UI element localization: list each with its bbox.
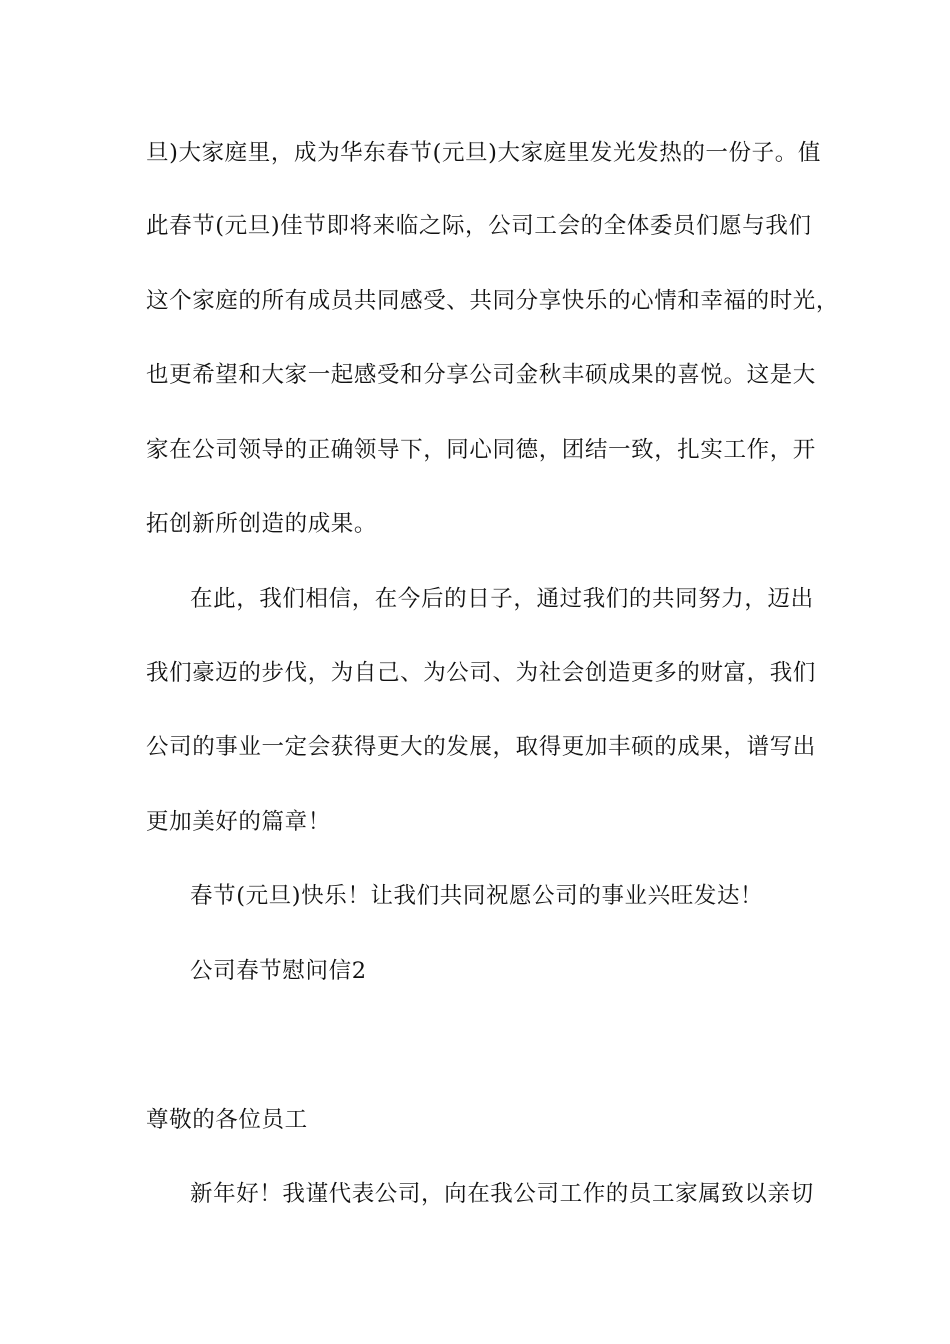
paragraph-line: 在此，我们相信，在今后的日子，通过我们的共同努力，迈出 [190, 586, 814, 612]
paragraph-line: 拓创新所创造的成果。 [146, 511, 378, 537]
paragraph-line: 公司的事业一定会获得更大的发展，取得更加丰硕的成果，谱写出 [146, 734, 816, 760]
paragraph-line: 旦)大家庭里，成为华东春节(元旦)大家庭里发光发热的一份子。值 [146, 140, 821, 166]
paragraph-line: 这个家庭的所有成员共同感受、共同分享快乐的心情和幸福的时光， [146, 288, 840, 314]
paragraph-line: 此春节(元旦)佳节即将来临之际，公司工会的全体委员们愿与我们 [146, 213, 812, 239]
paragraph-line: 更加美好的篇章！ [146, 809, 331, 835]
paragraph-line: 春节(元旦)快乐！让我们共同祝愿公司的事业兴旺发达！ [190, 883, 764, 909]
paragraph-line: 也更希望和大家一起感受和分享公司金秋丰硕成果的喜悦。这是大 [146, 362, 816, 388]
salutation: 尊敬的各位员工 [146, 1107, 308, 1133]
section-heading: 公司春节慰问信2 [190, 958, 367, 984]
paragraph-line: 新年好！我谨代表公司，向在我公司工作的员工家属致以亲切 [190, 1181, 814, 1207]
paragraph-line: 我们豪迈的步伐，为自己、为公司、为社会创造更多的财富，我们 [146, 660, 816, 686]
paragraph-line: 家在公司领导的正确领导下，同心同德，团结一致，扎实工作，开 [146, 437, 816, 463]
